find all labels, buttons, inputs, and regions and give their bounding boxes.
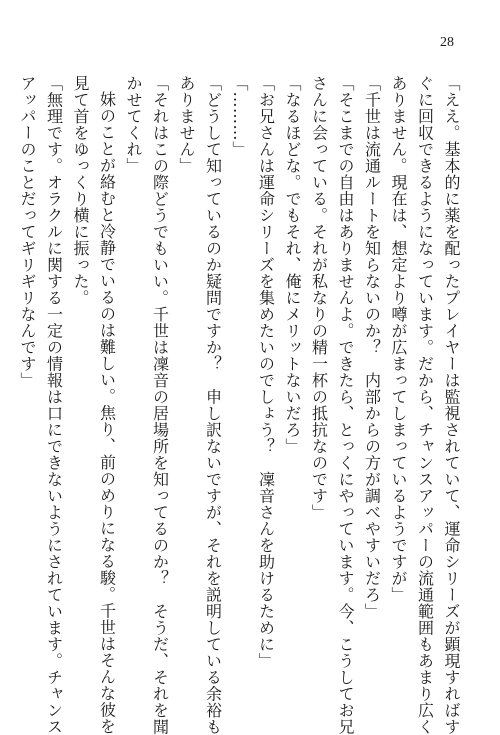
body-text <box>18 75 464 735</box>
text-line: ありません」 <box>177 75 196 174</box>
text-line: 「どうして知っているのか疑問ですか？ 申し訳ないですが、それを説明している余裕も <box>203 75 223 735</box>
text-line: かせてくれ」 <box>124 75 143 174</box>
text-line: ぐに回収できるようになっています。だから、チャンスアッパーの流通範囲もあまり広く <box>415 75 435 735</box>
text-line: アッパーのことだってギリギリなんです」 <box>18 75 37 389</box>
text-line: さんに会っている。それが私なりの精一杯の抵抗なのです」 <box>309 75 329 521</box>
text-line: 見て首をゆっくり横に振った。 <box>71 75 90 306</box>
text-line: ありません。現在は、想定より噂が広まってしまっているようですが」 <box>389 75 408 603</box>
text-line: 「それはこの際どうでもいい。千世は凜音の居場所を知ってるのか？ そうだ、それを聞 <box>150 75 170 735</box>
text-line: 「………」 <box>230 75 249 158</box>
text-line: 「無理です。オラクルに関する一定の情報は口にできないようにされています。チャンス <box>44 75 64 735</box>
page-number: 28 <box>440 35 454 50</box>
text-line: 「なるほどな。でもそれ、俺にメリットないだろ」 <box>283 75 302 455</box>
text-line: 妹のことが絡むと冷静でいるのは難しい。焦り、前のめりになる駿。千世はそんな彼を <box>97 91 117 735</box>
text-line: 「千世は流通ルートを知らないのか？ 内部からの方が調べやすいだろ」 <box>362 75 382 620</box>
text-line: 「ええ。基本的に薬を配ったプレイヤーは監視されていて、運命シリーズが顕現すればす <box>442 75 461 735</box>
text-line: 「そこまでの自由はありませんよ。できたら、とっくにやっています。今、こうしてお兄 <box>336 75 355 735</box>
text-line: 「お兄さんは運命シリーズを集めたいのでしょう？ 凜音さんを助けるために」 <box>256 75 276 669</box>
